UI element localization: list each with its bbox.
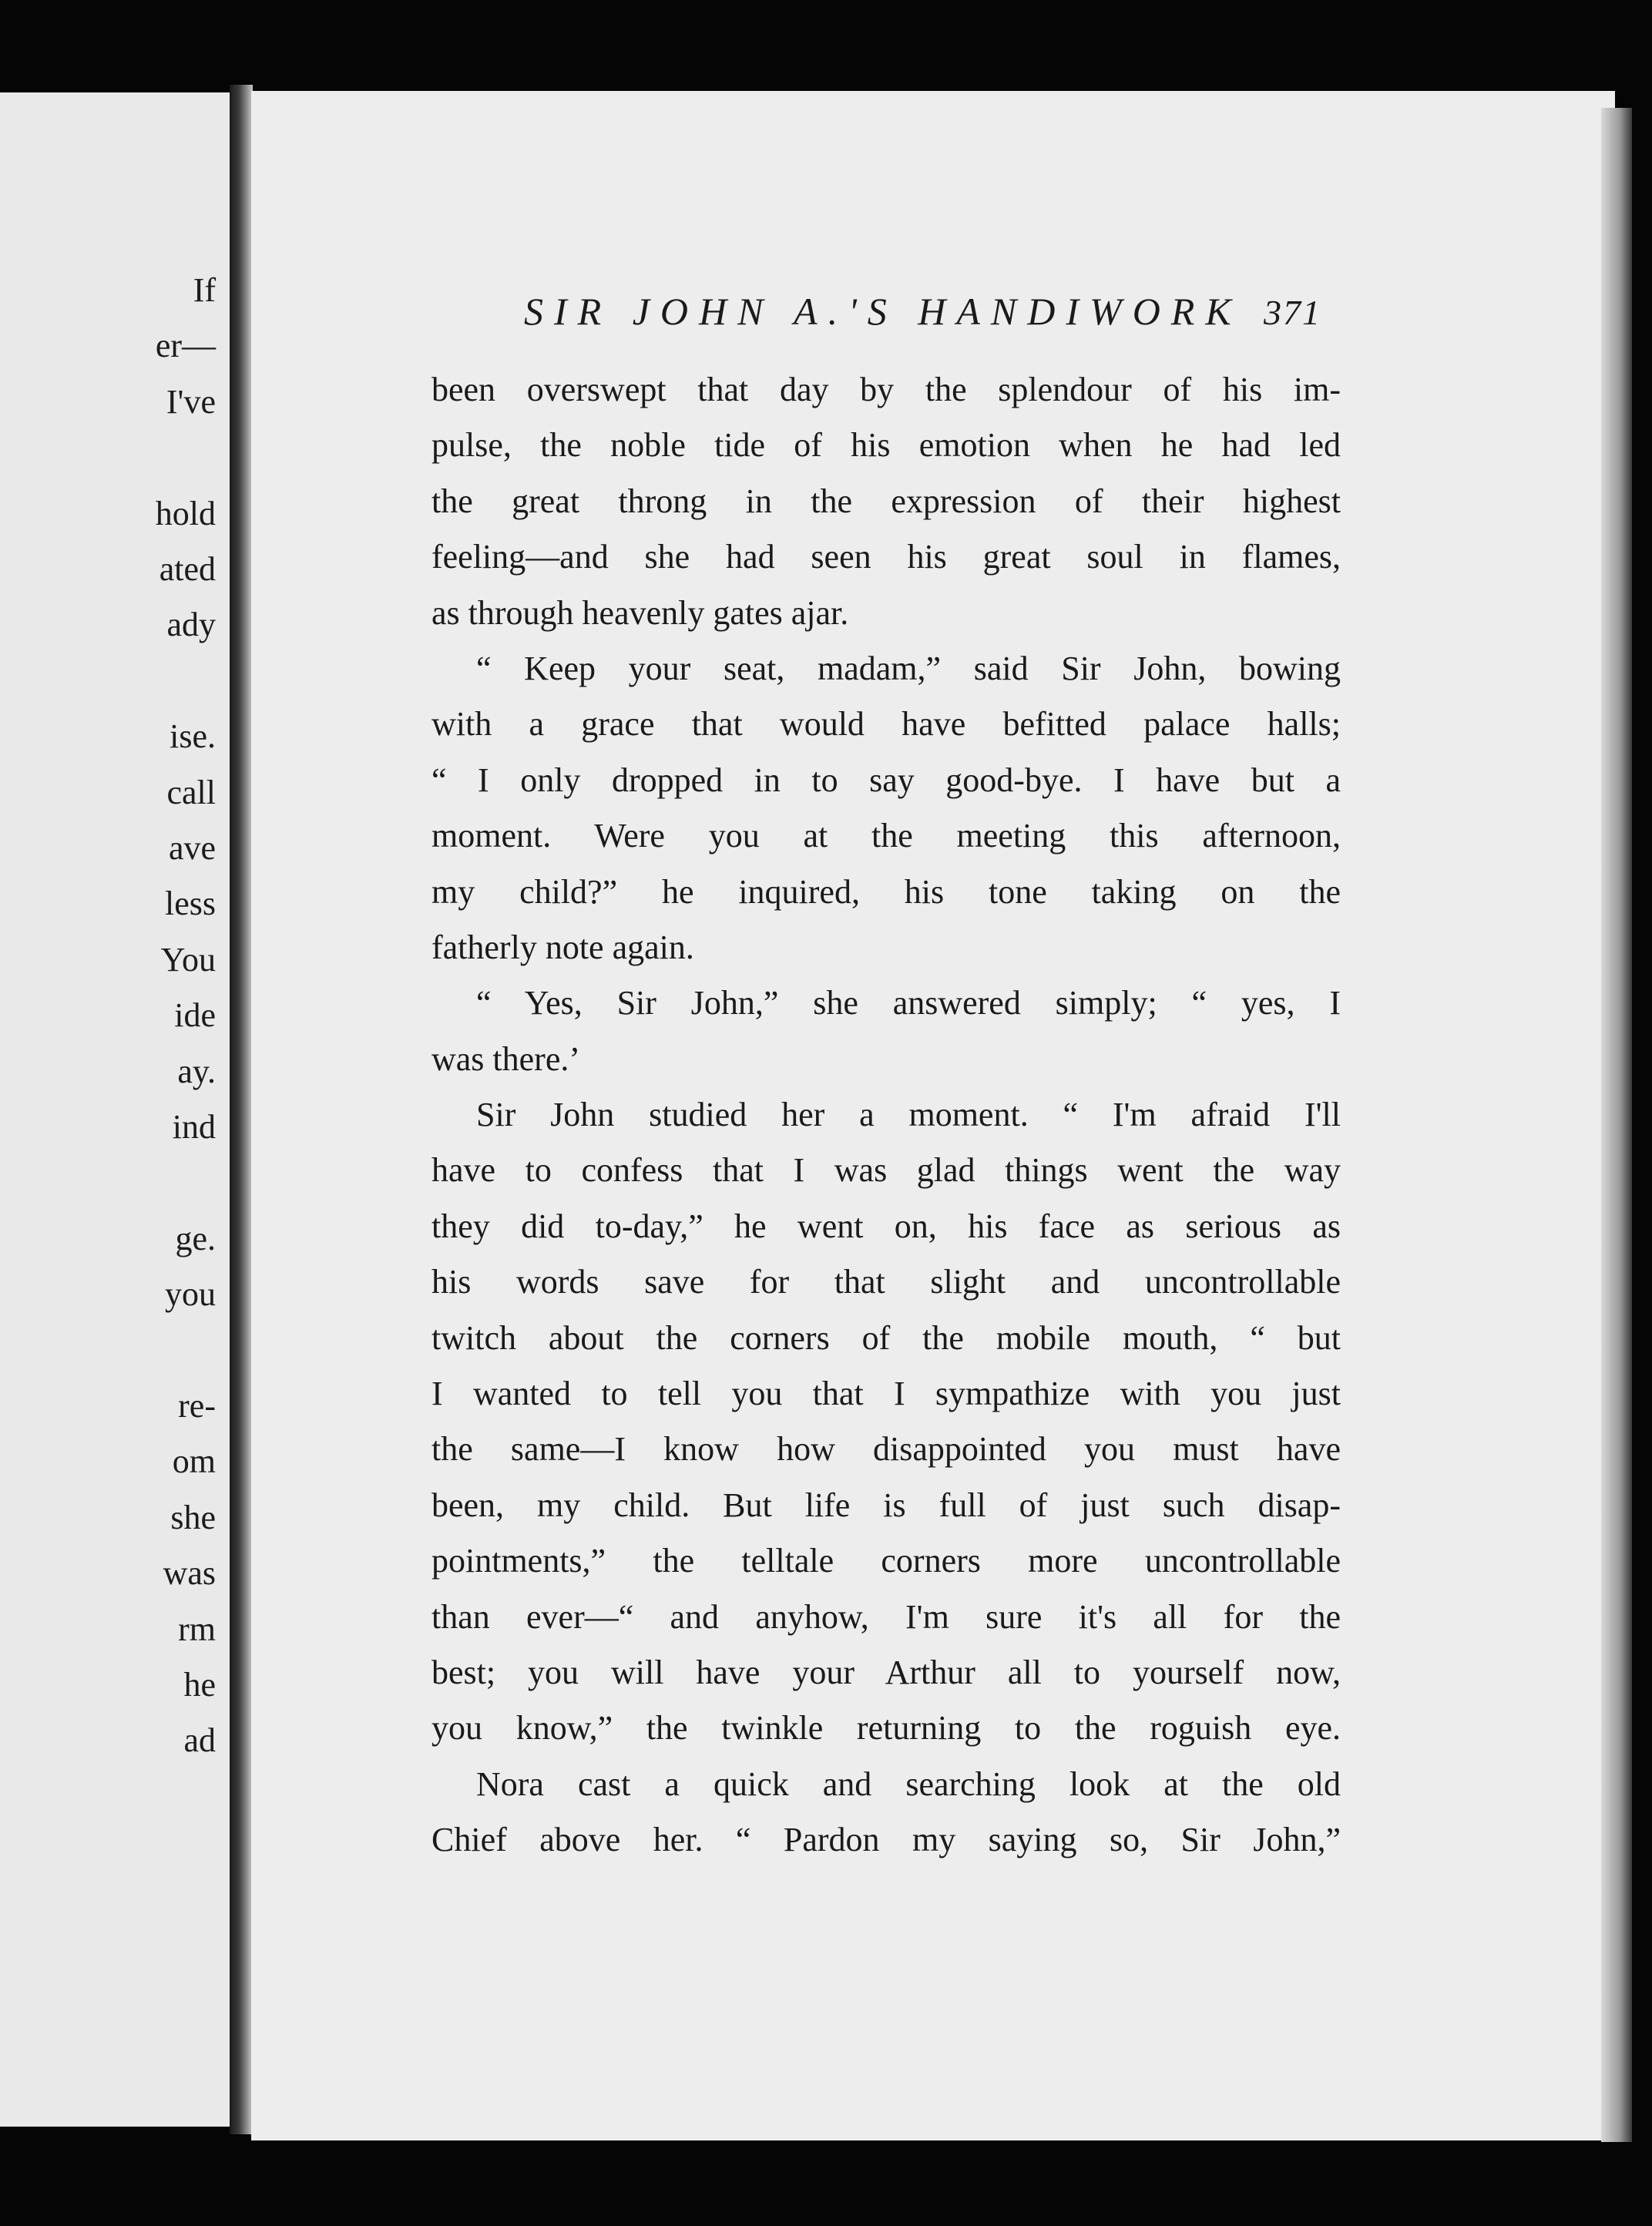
left-page-line: you bbox=[165, 1275, 216, 1314]
text-line: with a grace that would have befitted palace halls; bbox=[431, 705, 1341, 744]
text-line: you know,” the twinkle returning to the roguish eye. bbox=[431, 1709, 1341, 1748]
left-page-line: ay. bbox=[177, 1052, 216, 1090]
text-line: they did to-day,” he went on, his face as serious as bbox=[431, 1207, 1341, 1245]
running-header bbox=[524, 289, 1333, 343]
running-title: SIR JOHN A.'S HANDIWORK bbox=[524, 290, 1242, 333]
text-line: Sir John studied her a moment. “ I'm afraid I'll bbox=[476, 1096, 1341, 1134]
left-page-line: You bbox=[160, 940, 216, 979]
page-edge bbox=[1601, 108, 1632, 2142]
left-page-line: hold bbox=[155, 494, 216, 532]
text-line: pulse, the noble tide of his emotion when he had led bbox=[431, 426, 1341, 465]
text-line: “ Yes, Sir John,” she answered simply; “ yes, I bbox=[476, 984, 1341, 1022]
text-line: have to confess that I was glad things went the way bbox=[431, 1151, 1341, 1190]
text-line: the great throng in the expression of their highest bbox=[431, 482, 1341, 520]
left-page-line: ge. bbox=[175, 1219, 216, 1257]
left-page-line: If bbox=[193, 271, 216, 309]
text-line: was there.’ bbox=[431, 1039, 581, 1078]
text-line: been, my child. But life is full of just such disap- bbox=[431, 1486, 1341, 1524]
left-page-line: less bbox=[165, 885, 216, 923]
text-line: twitch about the corners of the mobile mouth, “ but bbox=[431, 1318, 1341, 1357]
left-page-line: ave bbox=[168, 829, 216, 867]
text-line: the same—I know how disappointed you must have bbox=[431, 1430, 1341, 1469]
left-page-line: ad bbox=[183, 1721, 216, 1760]
left-page-line: I've bbox=[166, 382, 216, 421]
left-page-line: call bbox=[166, 773, 216, 811]
text-line: than ever—“ and anyhow, I'm sure it's all for the bbox=[431, 1597, 1341, 1636]
text-line: best; you will have your Arthur all to yourself now, bbox=[431, 1653, 1341, 1691]
text-line: fatherly note again. bbox=[431, 928, 694, 966]
text-line: “ I only dropped in to say good-bye. I have but a bbox=[431, 760, 1341, 799]
text-line: Chief above her. “ Pardon my saying so, Sir John,” bbox=[431, 1821, 1341, 1859]
left-page-line: ide bbox=[174, 996, 216, 1035]
left-page-line: er— bbox=[155, 327, 216, 365]
left-page-line: ady bbox=[166, 606, 216, 644]
text-line: feeling—and she had seen his great soul in flames, bbox=[431, 538, 1341, 576]
text-line: moment. Were you at the meeting this afternoon, bbox=[431, 817, 1341, 855]
text-line: I wanted to tell you that I sympathize with you just bbox=[431, 1375, 1341, 1413]
left-page-line: ise. bbox=[170, 717, 216, 756]
text-line: his words save for that slight and uncontrollable bbox=[431, 1263, 1341, 1301]
left-page-line: om bbox=[172, 1442, 216, 1481]
text-line: Nora cast a quick and searching look at the old bbox=[476, 1764, 1341, 1803]
left-page-line: she bbox=[170, 1498, 216, 1536]
book-gutter bbox=[230, 85, 253, 2134]
text-line: as through heavenly gates ajar. bbox=[431, 593, 849, 632]
left-page-line: re- bbox=[178, 1387, 216, 1425]
left-page-line: ated bbox=[159, 550, 216, 588]
text-line: been overswept that day by the splendour of his im- bbox=[431, 371, 1341, 408]
left-page-line: ind bbox=[172, 1108, 216, 1146]
left-page-line: he bbox=[183, 1666, 216, 1704]
text-line: my child?” he inquired, his tone taking on the bbox=[431, 872, 1341, 911]
text-line: “ Keep your seat, madam,” said Sir John, bowing bbox=[476, 649, 1341, 687]
text-line: pointments,” the telltale corners more uncontrollable bbox=[431, 1542, 1341, 1580]
body-text bbox=[431, 362, 1341, 1868]
page-number: 371 bbox=[1264, 293, 1321, 332]
left-page-line: was bbox=[163, 1554, 216, 1593]
left-page-line: rm bbox=[178, 1610, 216, 1648]
previous-page-fragment bbox=[0, 92, 240, 2127]
